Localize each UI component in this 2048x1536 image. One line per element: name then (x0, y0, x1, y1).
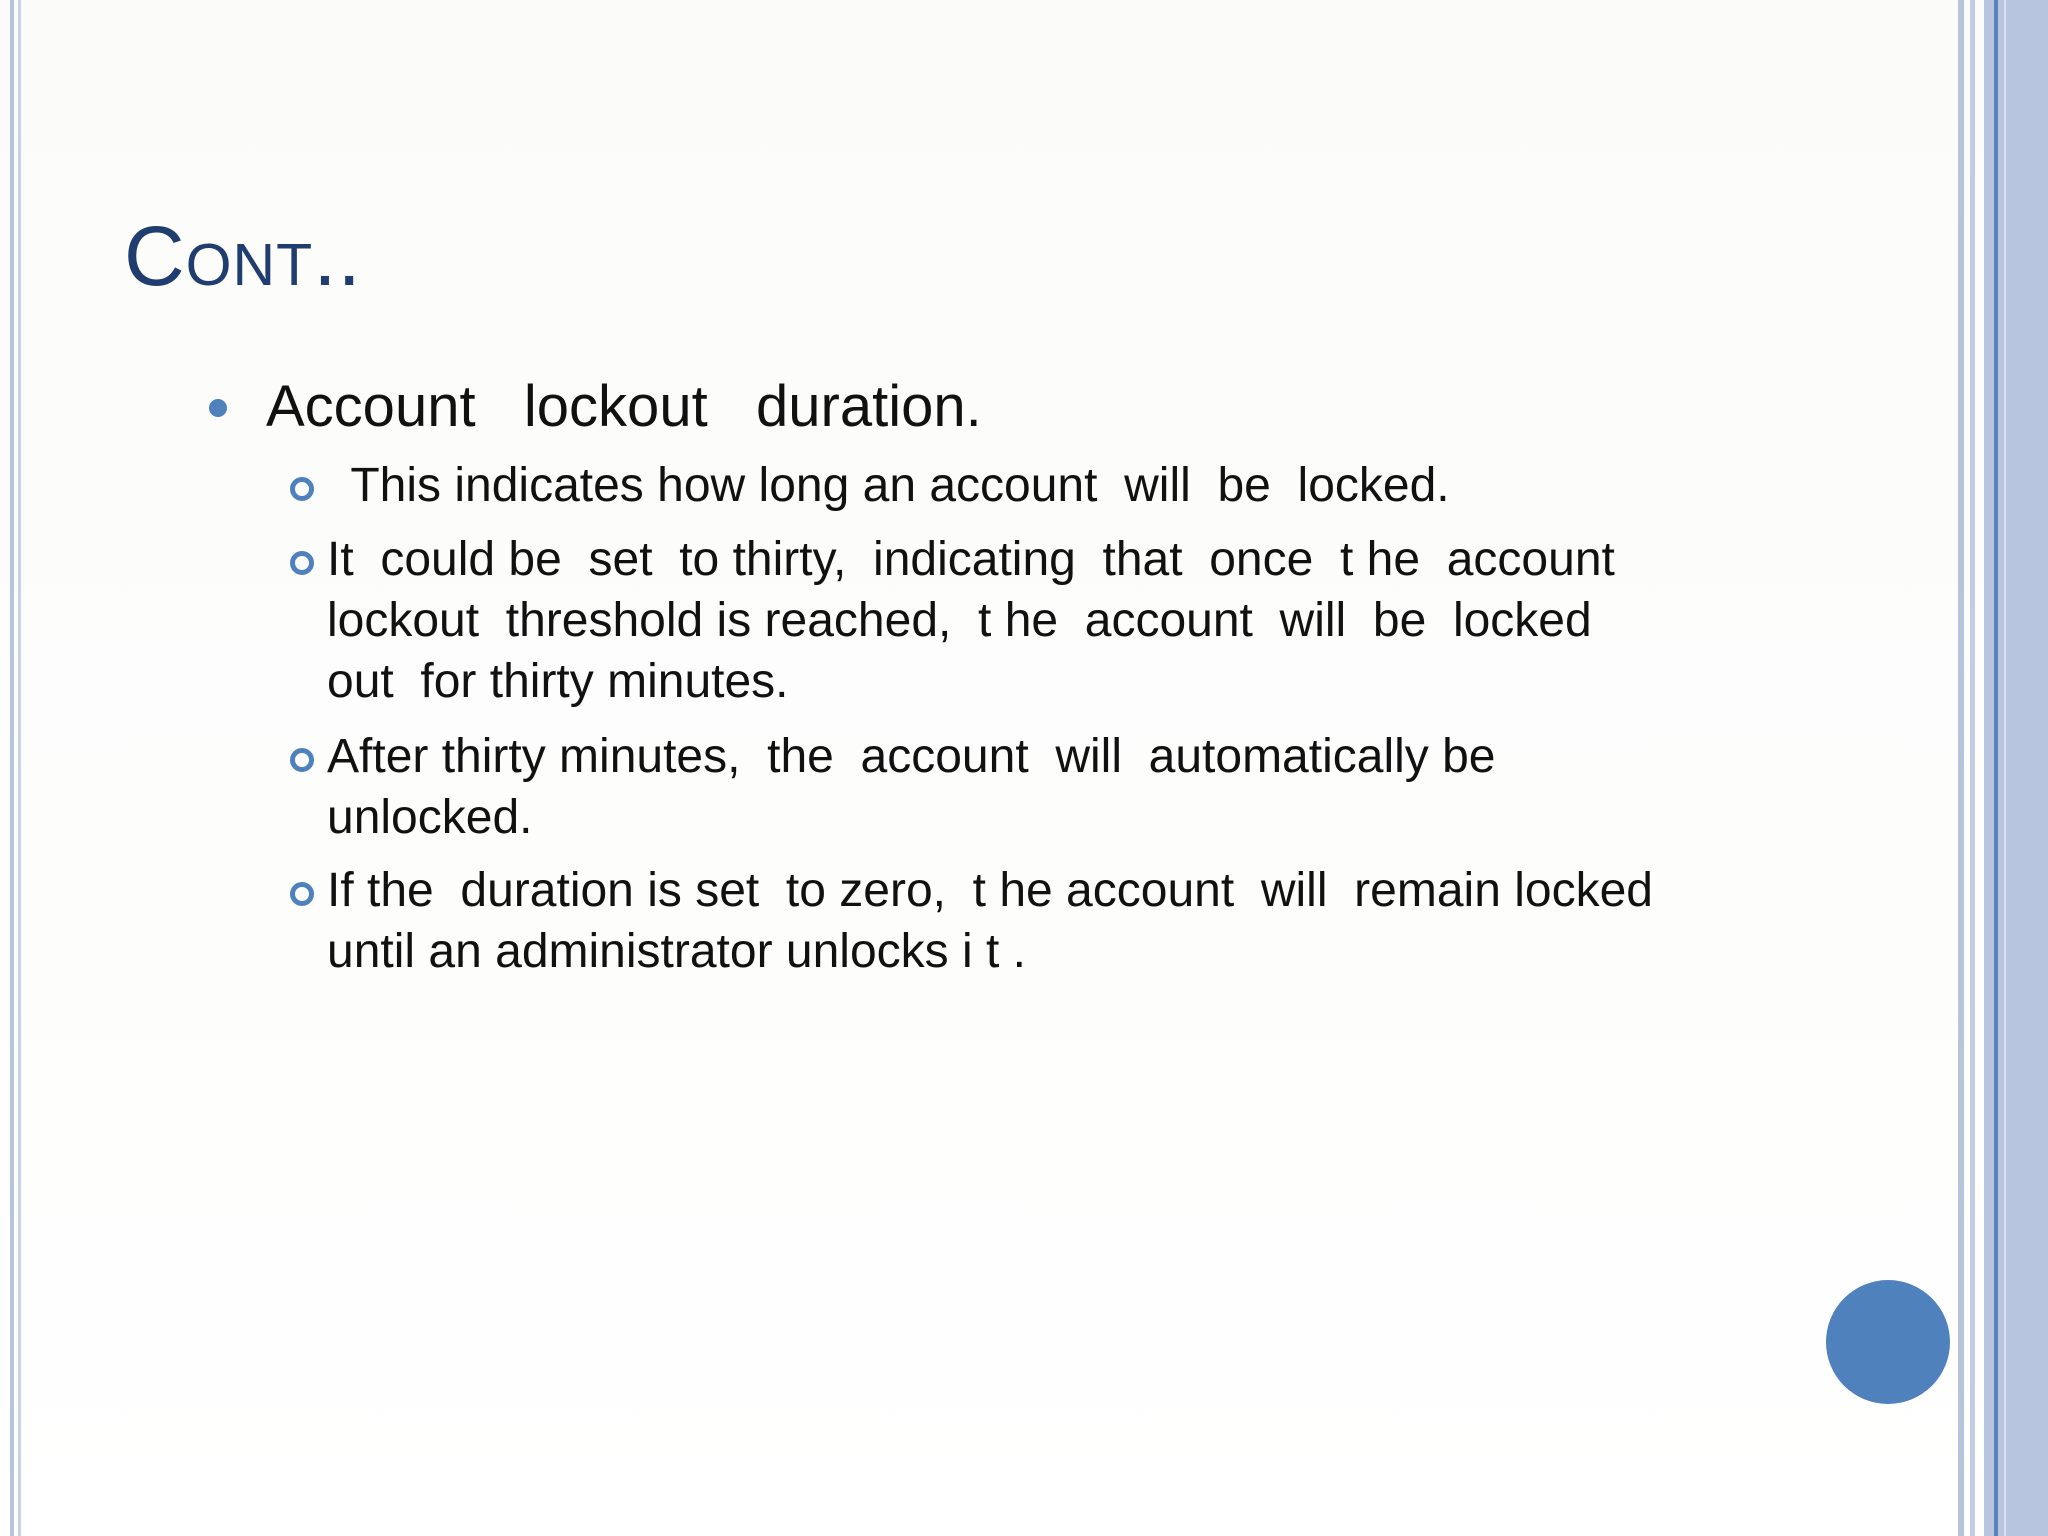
bullet-level2: After thirty minutes, the account will automatically be unlocked. (327, 730, 1496, 844)
slide-title: Cont.. (124, 209, 362, 303)
right-frame-band-line (2004, 0, 2006, 1536)
right-frame-band-line (1994, 0, 1998, 1536)
ring-bullet-icon (290, 882, 314, 906)
left-frame-line (10, 0, 14, 1536)
ring-bullet-icon (290, 551, 314, 575)
right-frame-line (1958, 0, 1964, 1536)
bullet-level2: This indicates how long an account will be locked. (337, 459, 1450, 512)
bullet-level2: It could be set to thirty, indicating that once t he account lockout threshold is reached, t he account will be locked out for thirty minutes. (327, 533, 1615, 708)
ring-bullet-icon (290, 748, 314, 772)
bullet-level1: Account lockout duration. (266, 374, 982, 439)
right-frame-line (1970, 0, 1975, 1536)
ring-bullet-icon (290, 477, 314, 501)
left-frame-line (18, 0, 21, 1536)
filled-circle-bullet-icon (209, 399, 227, 417)
decorative-circle (1826, 1280, 1950, 1404)
bullet-level2: If the duration is set to zero, t he account will remain locked until an administrator unlocks i t . (327, 864, 1653, 978)
